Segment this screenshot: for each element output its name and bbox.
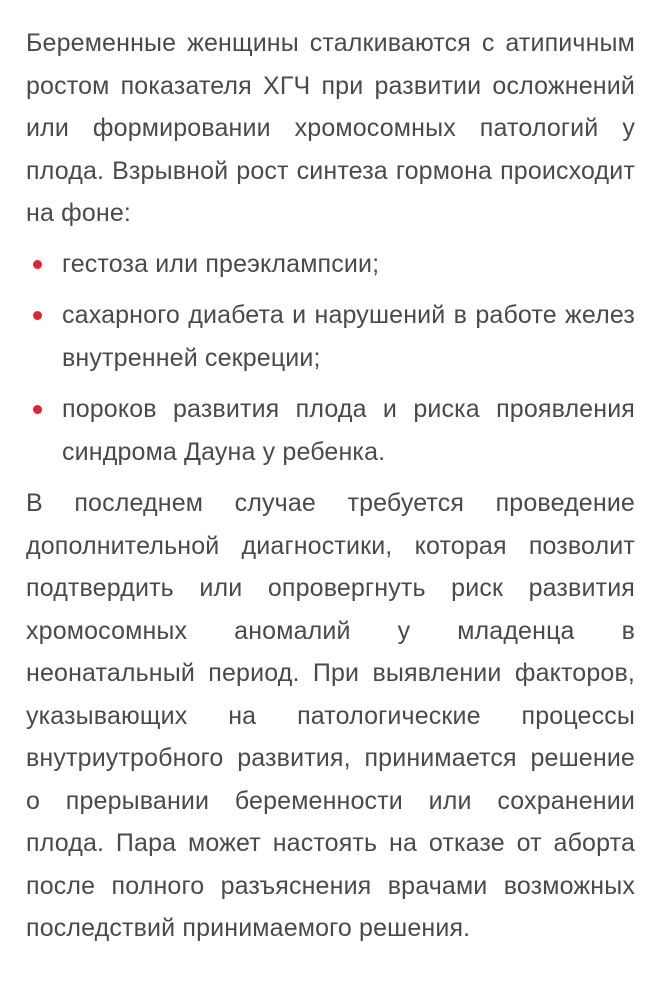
list-item <box>26 243 635 286</box>
list-item-text: сахарного диабета и нарушений в работе желез внутренней секреции; <box>62 301 635 372</box>
bullet-dot-icon <box>33 260 42 269</box>
bullet-dot-icon <box>33 405 42 414</box>
list-item <box>26 294 635 379</box>
list-item-text: гестоза или преэклампсии; <box>62 249 380 278</box>
list-item <box>26 388 635 473</box>
conclusion-paragraph: В последнем случае требуется проведение дополнительной диагностики, которая позволит подтвердить или опровергнуть риск развития хромосомных аномалий у младенца в неонатальный период. При выявлении факторов, указывающих на патологические процессы внутриутробного развития, принимается решение о прерывании беременности или сохранении плода. Пара может настоять на отказе от аборта после полного разъяснения врачами возможных последствий принимаемого решения. <box>26 489 635 942</box>
risk-factors-list <box>26 243 635 474</box>
intro-paragraph: Беременные женщины сталкиваются с атипичным ростом показателя ХГЧ при развитии осложнений или формировании хромосомных патологий у плода. Взрывной рост синтеза гормона происходит на фоне: <box>26 29 635 227</box>
bullet-dot-icon <box>33 311 42 320</box>
list-item-text: пороков развития плода и риска проявления синдрома Дауна у ребенка. <box>62 395 635 466</box>
